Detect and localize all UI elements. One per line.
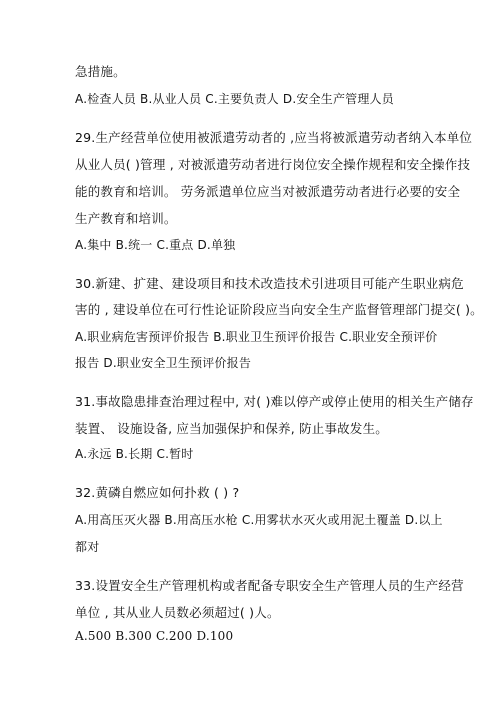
q32-options-line-1: A.用高压灭火器 B.用高压水枪 C.用雾状水灭火或用泥土覆盖 D.以上	[75, 513, 443, 527]
q30-line-2: 害的 , 建设单位在可行性论证阶段应当向安全生产监督管理部门提交( )。	[75, 302, 483, 317]
q33-line-2: 单位 , 其从业人员数必须超过( )人。	[75, 605, 280, 620]
q30-line-1: 30.新建、扩建、建设项目和技术改造技术引进项目可能产生职业病危	[75, 276, 464, 291]
q28-options: A.检查人员 B.从业人员 C.主要负责人 D.安全生产管理人员	[75, 92, 394, 106]
q32-options-line-2: 都对	[75, 540, 100, 554]
q31-options: A.永远 B.长期 C.暂时	[75, 447, 194, 461]
q32-line-1: 32.黄磷自燃应如何扑救 ( ) ?	[75, 485, 240, 500]
q31-line-1: 31.事故隐患排查治理过程中, 对( )难以停产或停止使用的相关生产储存	[75, 394, 474, 409]
q29-line-2: 从业人员( )管理 , 对被派遣劳动者进行岗位安全操作规程和安全操作技	[75, 157, 471, 172]
q30-options-line-2: 报告 D.职业安全卫生预评价报告	[75, 356, 252, 370]
q30-options-line-1: A.职业病危害预评价报告 B.职业卫生预评价报告 C.职业安全预评价	[75, 330, 438, 344]
q29-line-3: 能的教育和培训。 劳务派遣单位应当对被派遣劳动者进行必要的安全	[75, 184, 461, 199]
q31-line-2: 装置、 设施设备, 应当加强保护和保养, 防止事故发生。	[75, 421, 388, 436]
text-line-continuation: 急措施。	[75, 64, 126, 79]
q29-line-4: 生产教育和培训。	[75, 211, 177, 226]
q29-line-1: 29.生产经营单位使用被派遣劳动者的 ,应当将被派遣劳动者纳入本单位	[75, 130, 473, 145]
q33-options: A.500 B.300 C.200 D.100	[75, 629, 234, 643]
q29-options: A.集中 B.统一 C.重点 D.单独	[75, 238, 236, 252]
q33-line-1: 33.设置安全生产管理机构或者配备专职安全生产管理人员的生产经营	[75, 578, 464, 593]
